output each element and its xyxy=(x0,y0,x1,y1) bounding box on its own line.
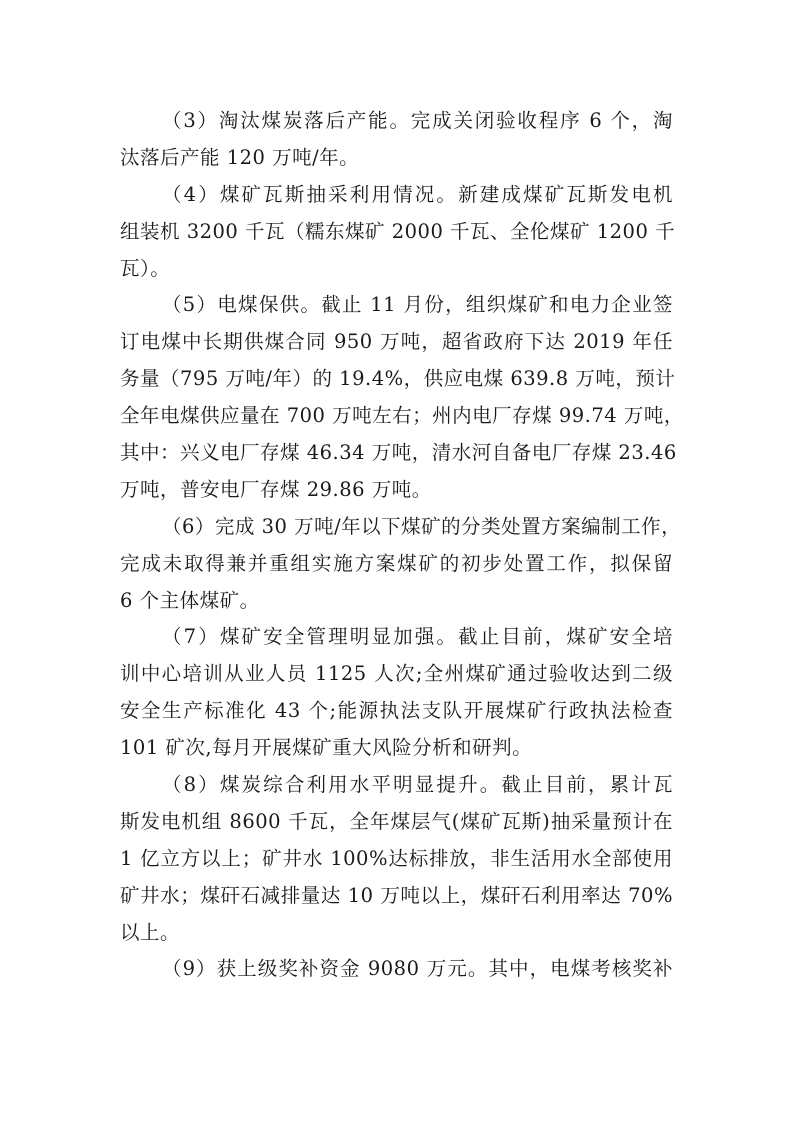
text-line: 6 个主体煤矿。 xyxy=(120,588,260,612)
text-line: （7）煤矿安全管理明显加强。截止目前，煤矿安全培 xyxy=(162,625,673,649)
text-line: 万吨，普安电厂存煤 29.86 万吨。 xyxy=(120,477,432,501)
text-line: （5）电煤保供。截止 11 月份，组织煤矿和电力企业签 xyxy=(162,293,673,317)
text-line: 101 矿次,每月开展煤矿重大风险分析和研判。 xyxy=(120,736,533,760)
paragraph-3 xyxy=(120,103,673,177)
paragraph-4 xyxy=(120,177,676,288)
text-line: （6）完成 30 万吨/年以下煤矿的分类处置方案编制工作， xyxy=(162,514,682,538)
text-line: 斯发电机组 8600 千瓦，全年煤层气(煤矿瓦斯)抽采量预计在 xyxy=(120,809,673,833)
text-line: （9）获上级奖补资金 9080 万元。其中，电煤考核奖补 xyxy=(162,957,673,981)
body-text xyxy=(120,103,684,988)
text-line: （8）煤炭综合利用水平明显提升。截止目前，累计瓦 xyxy=(162,773,673,797)
paragraph-7 xyxy=(120,619,673,767)
paragraph-9 xyxy=(120,951,673,988)
text-line: 全年电煤供应量在 700 万吨左右；州内电厂存煤 99.74 万吨， xyxy=(120,404,684,428)
text-line: （3）淘汰煤炭落后产能。完成关闭验收程序 6 个，淘 xyxy=(162,109,673,132)
text-line: 矿井水；煤矸石减排量达 10 万吨以上，煤矸石利用率达 70% xyxy=(120,883,673,907)
text-line: 1 亿立方以上；矿井水 100%达标排放，非生活用水全部使用 xyxy=(120,846,673,870)
text-line: 以上。 xyxy=(120,920,181,944)
paragraph-8 xyxy=(120,767,673,951)
text-line: 安全生产标准化 43 个;能源执法支队开展煤矿行政执法检查 xyxy=(120,699,673,723)
text-line: 订电煤中长期供煤合同 950 万吨，超省政府下达 2019 年任 xyxy=(120,330,673,354)
text-line: 其中：兴义电厂存煤 46.34 万吨，清水河自备电厂存煤 23.46 xyxy=(120,441,677,465)
paragraph-6 xyxy=(120,509,682,620)
text-line: 务量（795 万吨/年）的 19.4%，供应电煤 639.8 万吨，预计 xyxy=(120,367,676,391)
text-line: 完成未取得兼并重组实施方案煤矿的初步处置工作，拟保留 xyxy=(120,551,673,575)
text-line: 组装机 3200 千瓦（糯东煤矿 2000 千瓦、全伦煤矿 1200 千 xyxy=(120,219,676,243)
text-line: 汰落后产能 120 万吨/年。 xyxy=(120,145,360,169)
text-line: （4）煤矿瓦斯抽采利用情况。新建成煤矿瓦斯发电机 xyxy=(162,182,673,206)
paragraph-5 xyxy=(120,287,684,508)
text-line: 训中心培训从业人员 1125 人次;全州煤矿通过验收达到二级 xyxy=(120,662,673,686)
text-line: 瓦）。 xyxy=(120,256,171,280)
